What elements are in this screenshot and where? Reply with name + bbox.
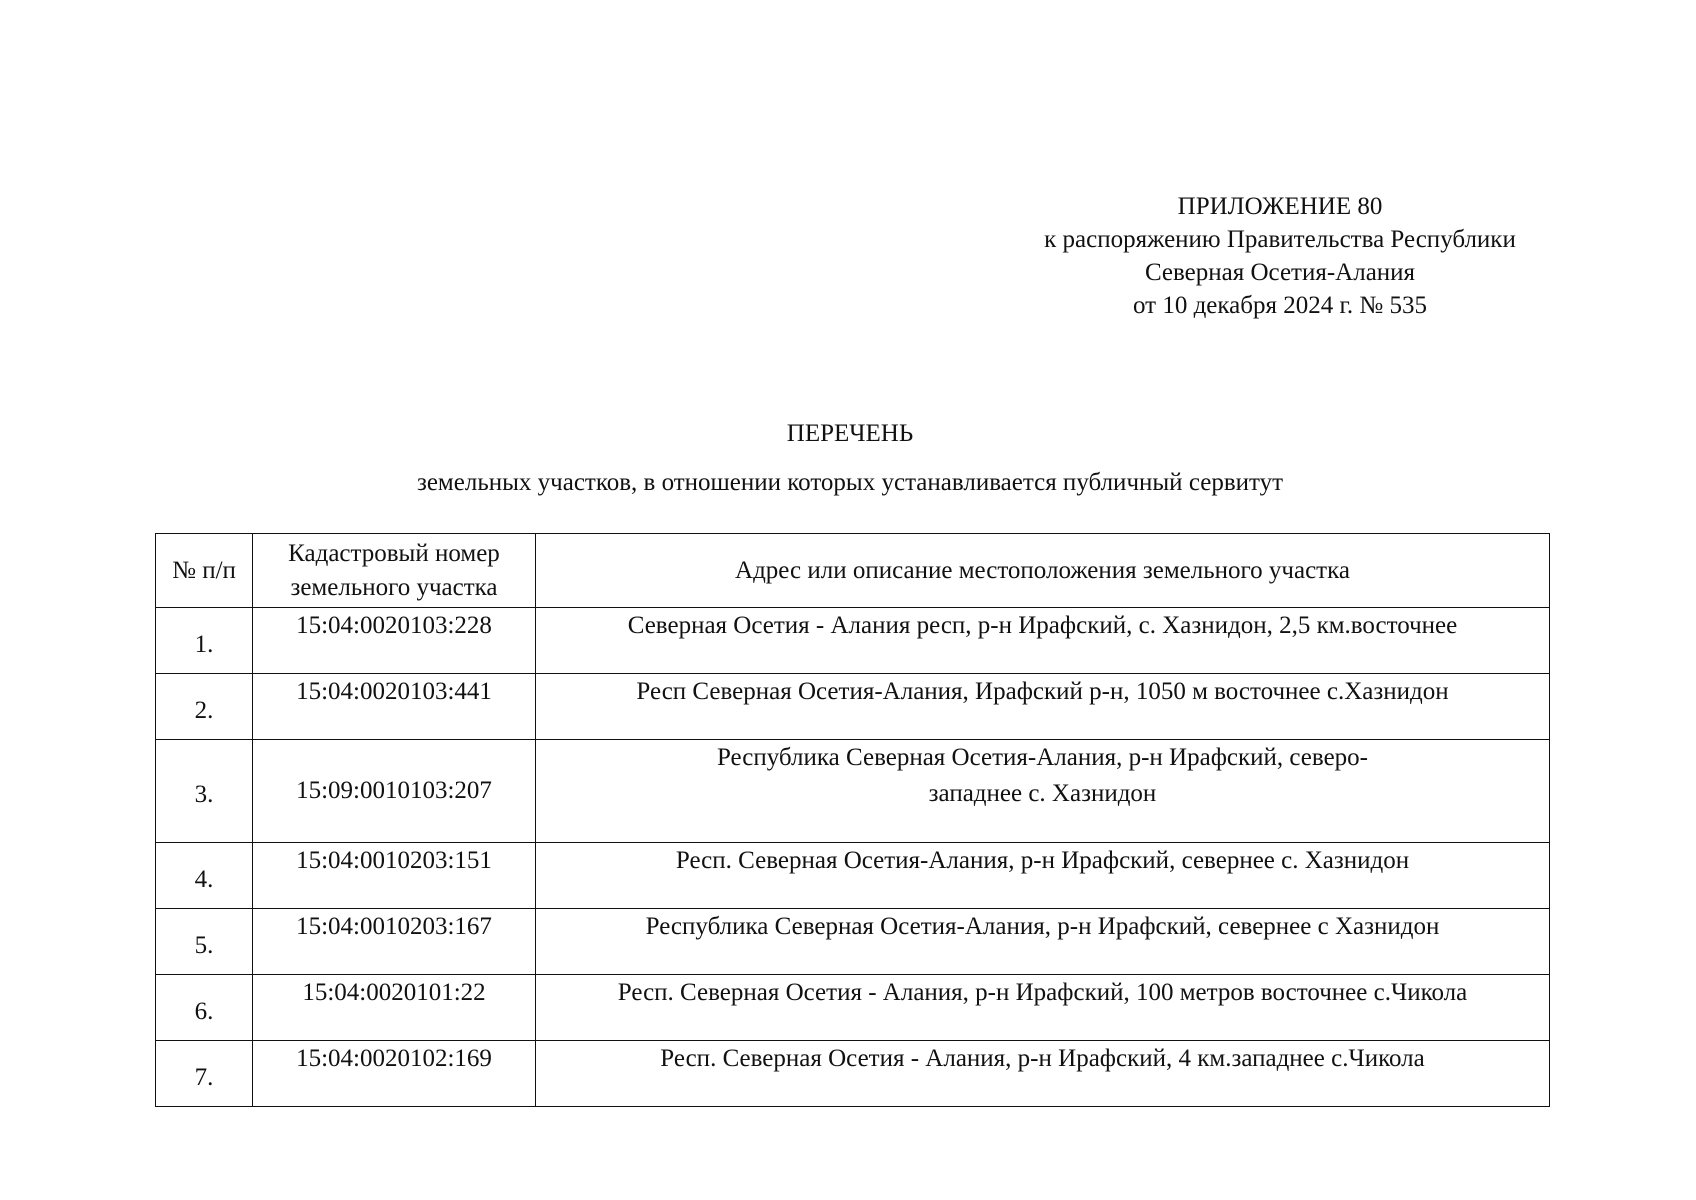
appendix-date: от 10 декабря 2024 г. № 535 [1132, 292, 1428, 319]
cadastral-number: 15:09:0010103:207 [253, 740, 536, 843]
plot-address: Республика Северная Осетия-Алания, р-н Ирафский, северо-западнее с. Хазнидон [536, 740, 1550, 843]
plot-address: Республика Северная Осетия-Алания, р-н Ирафский, севернее с Хазнидон [536, 909, 1550, 975]
row-number: 7. [156, 1041, 253, 1107]
row-number: 4. [156, 843, 253, 909]
table-row [156, 843, 1550, 909]
document-subtitle: земельных участков, в отношении которых устанавливается публичный сервитут [416, 469, 1284, 496]
row-number: 6. [156, 975, 253, 1041]
plot-address: Респ Северная Осетия-Алания, Ирафский р-н, 1050 м восточнее с.Хазнидон [536, 674, 1550, 740]
table-row [156, 1041, 1550, 1107]
land-plots-table [155, 533, 1550, 1107]
plot-address: Респ. Северная Осетия-Алания, р-н Ирафский, севернее с. Хазнидон [536, 843, 1550, 909]
appendix-number: ПРИЛОЖЕНИЕ 80 [1177, 193, 1383, 220]
table-row [156, 608, 1550, 674]
cadastral-number: 15:04:0020101:22 [253, 975, 536, 1041]
row-number: 2. [156, 674, 253, 740]
column-header-number: № п/п [156, 534, 253, 608]
row-number: 1. [156, 608, 253, 674]
row-number: 3. [156, 740, 253, 843]
cadastral-number: 15:04:0020103:228 [253, 608, 536, 674]
cadastral-number: 15:04:0010203:151 [253, 843, 536, 909]
table-header-row [156, 534, 1550, 608]
appendix-reference: к распоряжению Правительства Республики [1044, 226, 1516, 253]
appendix-region: Северная Осетия-Алания [1144, 259, 1416, 286]
plot-address: Северная Осетия - Алания респ, р-н Ирафский, с. Хазнидон, 2,5 км.восточнее [536, 608, 1550, 674]
table-row [156, 674, 1550, 740]
cadastral-number: 15:04:0020102:169 [253, 1041, 536, 1107]
cadastral-number: 15:04:0010203:167 [253, 909, 536, 975]
row-number: 5. [156, 909, 253, 975]
appendix-header [1000, 190, 1560, 322]
cadastral-number: 15:04:0020103:441 [253, 674, 536, 740]
column-header-address: Адрес или описание местоположения земельного участка [536, 534, 1550, 608]
table-row [156, 909, 1550, 975]
plot-address: Респ. Северная Осетия - Алания, р-н Ирафский, 4 км.западнее с.Чикола [536, 1041, 1550, 1107]
table-row [156, 975, 1550, 1041]
document-title: ПЕРЕЧЕНЬ [786, 420, 914, 447]
plot-address: Респ. Северная Осетия - Алания, р-н Ирафский, 100 метров восточнее с.Чикола [536, 975, 1550, 1041]
table-row [156, 740, 1550, 843]
column-header-cadastral: Кадастровый номер земельного участка [253, 534, 536, 608]
